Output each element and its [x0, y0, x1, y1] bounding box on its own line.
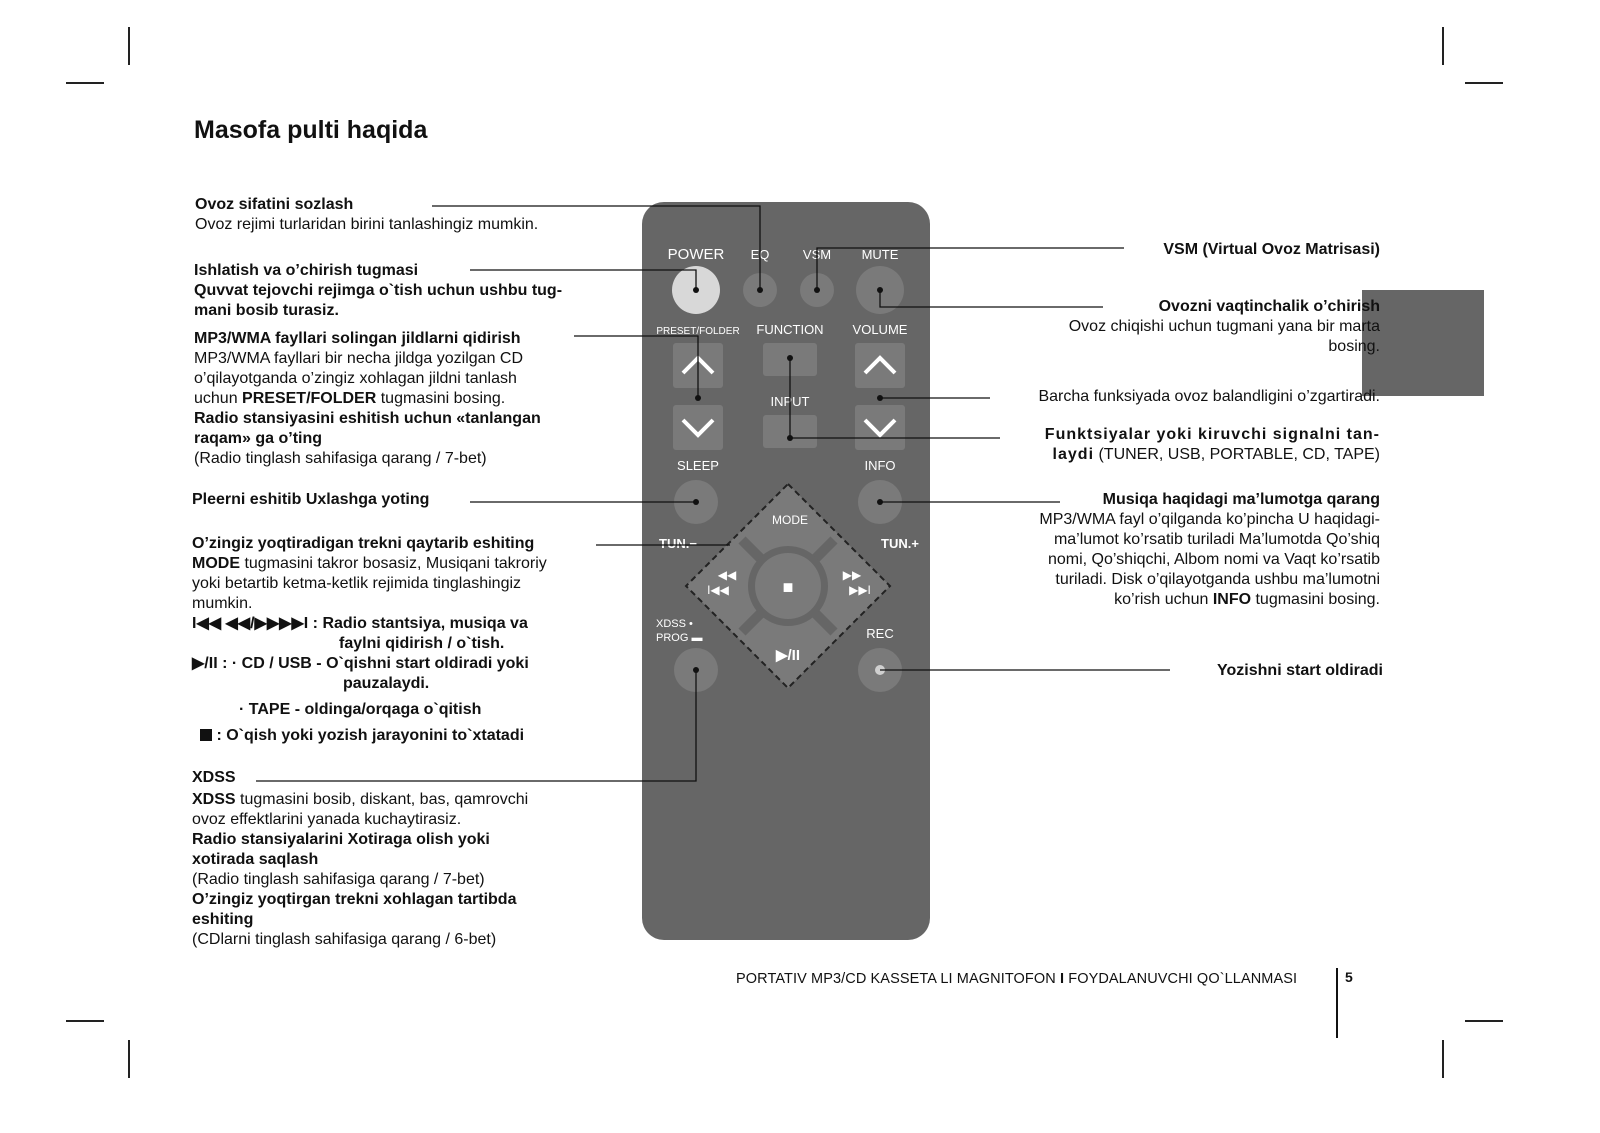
info-label: INFO [864, 458, 896, 473]
power-label: POWER [667, 246, 725, 263]
preset-line-3-post: tugmasini bosing. [376, 390, 506, 407]
skip-line-2: faylni qidirish / o`tish. [339, 635, 505, 652]
volume-label: VOLUME [852, 322, 908, 337]
footer-text-pre: PORTATIV MP3/CD KASSETA LI MAGNITOFON [736, 971, 1056, 987]
power-text-2: mani bosib turasiz. [194, 302, 339, 319]
footer-text-post: FOYDALANUVCHI QO`LLANMASI [1068, 971, 1298, 987]
preset-down-button [673, 405, 723, 450]
function-annotation [1045, 425, 1380, 465]
preset-ref: (Radio tinglash sahifasiga qarang / 7-bet) [194, 450, 487, 467]
power-text-1: Quvvat tejovchi rejimga o`tish uchun ushbu tug- [194, 282, 563, 299]
xdss-heading: XDSS [192, 769, 236, 786]
tun-plus-label: TUN.+ [881, 536, 919, 551]
info-term: INFO [1212, 591, 1252, 608]
mode-annotation [192, 534, 547, 746]
preset-line-3-pre: uchun [194, 390, 243, 407]
preset-heading: MP3/WMA fayllari solingan jildlarni qidirish [194, 330, 521, 347]
stop-line [192, 726, 547, 746]
info-line-5-post: tugmasini bosing. [1251, 591, 1380, 608]
tun-minus-label: TUN.− [659, 536, 697, 551]
xdss-label: XDSS • [656, 618, 693, 630]
eq-text: Ovoz rejimi turlaridan birini tanlashingiz mumkin. [195, 216, 539, 233]
mute-annotation [1069, 297, 1380, 357]
info-line-5-pre: ko’rish uchun [1114, 591, 1213, 608]
play-pause-icon: ▶/II [775, 647, 801, 664]
xdss-prog-ref: (CDlarni tinglash sahifasiga qarang / 6-bet) [192, 931, 497, 948]
stop-line-text: : O`qish yoki yozish jarayonini to`xtatadi [212, 727, 525, 744]
play-line-1-text: : · CD / USB - O`qishni start oldiradi yoki [217, 655, 529, 672]
preset-radio-2: raqam» ga o’ting [194, 430, 323, 447]
skip-next-icon: ▶▶I [849, 583, 871, 597]
vsm-label: VSM [802, 247, 832, 262]
volume-down-button [855, 405, 905, 450]
xdss-mem-2: xotirada saqlash [192, 851, 319, 868]
xdss-line-2: ovoz effektlarini yanada kuchaytirasiz. [192, 811, 462, 828]
info-line-3: nomi, Qo’shiqchi, Albom nomi va Vaqt ko’rsatib [1047, 551, 1380, 568]
info-line-1: MP3/WMA fayl o’qilganda ko’pincha U haqidagi- [1039, 511, 1380, 528]
footer-separator: I [1059, 971, 1065, 987]
function-term: laydi [1052, 446, 1095, 463]
rec-label: REC [866, 626, 894, 641]
info-heading: Musiqa haqidagi ma’lumotga qarang [1102, 491, 1380, 508]
skip-line-1-text: : Radio stantsiya, musiqa va [308, 615, 528, 632]
skip-line-1 [192, 614, 547, 634]
info-annotation [1039, 490, 1380, 610]
mute-line-1: Ovoz chiqishi uchun tugmani yana bir marta [1068, 318, 1380, 335]
preset-radio-1: Radio stansiyasini eshitish uchun «tanlangan [194, 410, 541, 427]
mode-label: MODE [772, 513, 808, 527]
eq-annotation [195, 195, 538, 235]
function-line-2 [1045, 445, 1380, 465]
mode-line-3: mumkin. [192, 595, 253, 612]
function-line-1: Funktsiyalar yoki kiruvchi signalni tan- [1044, 426, 1380, 443]
volume-annotation [1038, 387, 1380, 407]
play-line-2: pauzalaydi. [343, 675, 430, 692]
function-label: FUNCTION [756, 322, 824, 337]
preset-line-2: o’qilayotganda o’zingiz xohlagan jildni tanlash [194, 370, 517, 387]
xdss-mem-1: Radio stansiyalarini Xotiraga olish yoki [192, 831, 490, 848]
mute-label: MUTE [861, 247, 899, 262]
footer-text [736, 971, 1297, 987]
sleep-heading: Pleerni eshitib Uxlashga yoting [192, 491, 430, 508]
stop-square-icon [200, 729, 212, 741]
mode-term: MODE [192, 555, 240, 572]
volume-up-button [855, 343, 905, 388]
sleep-annotation [192, 490, 429, 510]
rewind-icon: ◀◀ [717, 568, 737, 582]
tape-line: · TAPE - oldinga/orqaga o`qitish [239, 701, 482, 718]
vsm-annotation [1163, 240, 1380, 260]
info-line-4: turiladi. Disk o’qilayotganda ushbu ma’lumotni [1055, 571, 1380, 588]
preset-line-1: MP3/WMA fayllari bir necha jildga yozilgan CD [194, 350, 524, 367]
xdss-prog-1: O’zingiz yoqtirgan trekni xohlagan tartibda [192, 891, 517, 908]
fast-forward-icon: ▶▶ [842, 568, 862, 582]
preset-line-3 [194, 389, 541, 409]
mode-line-1 [192, 554, 547, 574]
volume-text: Barcha funksiyada ovoz balandligini o’zgartiradi. [1038, 388, 1380, 405]
rec-annotation [1217, 661, 1383, 681]
mute-heading: Ovozni vaqtinchalik o’chirish [1158, 298, 1380, 315]
xdss-line-1 [192, 790, 528, 810]
stop-icon: ■ [782, 577, 794, 597]
eq-heading: Ovoz sifatini sozlash [195, 196, 354, 213]
power-heading: Ishlatish va o’chirish tugmasi [194, 262, 419, 279]
info-line-5 [1039, 590, 1380, 610]
vsm-heading: VSM (Virtual Ovoz Matrisasi) [1163, 241, 1380, 258]
page-title: Masofa pulti haqida [194, 116, 428, 144]
xdss-mem-ref: (Radio tinglash sahifasiga qarang / 7-bet) [192, 871, 485, 888]
eq-label: EQ [750, 247, 770, 262]
footer-rule [1336, 968, 1338, 1038]
preset-folder-term: PRESET/FOLDER [242, 390, 377, 407]
mode-line-2: yoki betartib ketma-ketlik rejimida tinglashingiz [192, 575, 522, 592]
rec-heading: Yozishni start oldiradi [1217, 662, 1383, 679]
mode-heading: O’zingiz yoqtiradigan trekni qaytarib eshiting [192, 535, 535, 552]
xdss-annotation [192, 768, 528, 950]
preset-annotation [194, 329, 541, 469]
mode-line-1-post: tugmasini takror bosasiz, Musiqani takroriy [240, 555, 547, 572]
mute-line-2: bosing. [1328, 338, 1380, 355]
xdss-prog-2: eshiting [192, 911, 254, 928]
prog-label: PROG ▬ [656, 632, 703, 644]
play-line-1 [192, 654, 547, 674]
input-label: INPUT [770, 394, 810, 409]
xdss-term: XDSS [192, 791, 236, 808]
play-symbol: ▶/II [192, 655, 218, 672]
skip-symbols: I◀◀ ◀◀/▶▶▶▶I [192, 615, 309, 632]
info-line-2: ma’lumot ko’rsatib turiladi Ma’lumotda Qo’shiq [1053, 531, 1380, 548]
preset-folder-label: PRESET/FOLDER [656, 326, 740, 337]
function-line-2-post: (TUNER, USB, PORTABLE, CD, TAPE) [1094, 446, 1380, 463]
skip-prev-icon: I◀◀ [707, 583, 729, 597]
sleep-label: SLEEP [677, 458, 719, 473]
power-annotation [194, 261, 562, 321]
page-number: 5 [1345, 969, 1353, 985]
xdss-line-1-post: tugmasini bosib, diskant, bas, qamrovchi [235, 791, 529, 808]
